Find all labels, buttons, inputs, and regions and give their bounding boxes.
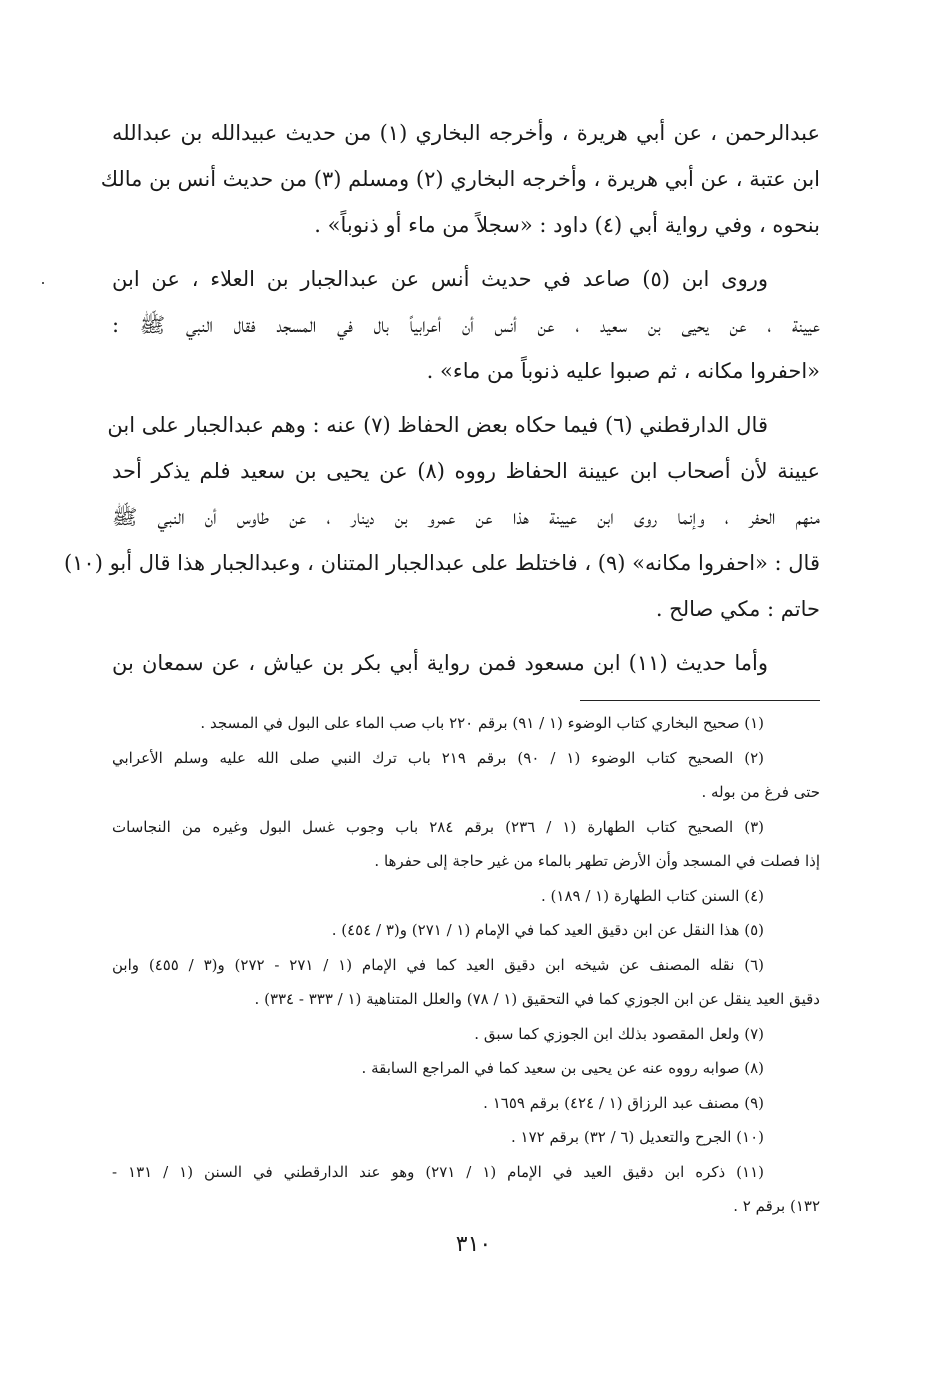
text-line: عبدالرحمن ، عن أبي هريرة ، وأخرجه البخاري (١) من حديث عبيدالله بن عبدالله	[112, 121, 821, 145]
paragraph-1	[100, 110, 821, 248]
footnote-11-cont: ١٣٢) برقم ٢ .	[733, 1197, 820, 1215]
footnote-3: (٣) الصحيح كتاب الطهارة (١ / ٢٣٦) برقم ٢٨٤ باب وجوب غسل البول وغيره من النجاسات	[112, 817, 765, 836]
paragraph-4	[112, 640, 820, 686]
footnote-10: (١٠) الجرح والتعديل (٦ / ٣٢) برقم ١٧٢ .	[510, 1128, 764, 1146]
footnote-4: (٤) السنن كتاب الطهارة (١ / ١٨٩) .	[541, 886, 764, 905]
main-text	[63, 110, 821, 686]
text-line: قال الدارقطني (٦) فيما حكاه بعض الحفاظ (٧) عنه : وهم عبدالجبار على ابن	[107, 413, 768, 437]
footnote-separator	[580, 700, 820, 701]
text-line: عيينة لأن أصحاب ابن عيينة الحفاظ رووه (٨) عن يحيى بن سعيد فلم يذكر أحد	[112, 459, 820, 483]
footnote-2: (٢) الصحيح كتاب الوضوء (١ / ٩٠) برقم ٢١٩ باب ترك النبي صلى الله عليه وسلم الأعرابي	[112, 748, 765, 767]
footnote-2-cont: حتى فرغ من بوله .	[701, 783, 820, 801]
text-line: منهم الحفر ، وإنما روى ابن عيينة هذا عن عمرو بن دينار ، عن طاوس أن النبي ﷺ	[112, 505, 820, 529]
footnotes	[112, 706, 820, 1224]
text-line: ابن عتبة ، عن أبي هريرة ، وأخرجه البخاري (٢) ومسلم (٣) من حديث أنس بن مالك	[100, 167, 820, 191]
paragraph-2	[112, 256, 820, 394]
paragraph-3	[63, 402, 820, 632]
page-number: ٣١٠	[455, 1232, 492, 1257]
text-line: «احفروا مكانه ، ثم صبوا عليه ذنوباً من ماء» .	[426, 359, 820, 383]
footnote-11: (١١) ذكره ابن دقيق العيد في الإمام (١ / ٢٧١) وهو عند الدارقطني في السنن (١ / ١٣١ -	[112, 1162, 764, 1181]
footnote-6: (٦) نقله المصنف عن شيخه ابن دقيق العيد كما في الإمام (١ / ٢٧١ - ٢٧٢) و(٣ / ٤٥٥) وابن	[112, 955, 765, 974]
margin-speck	[42, 282, 44, 284]
text-line: قال : «احفروا مكانه» (٩) ، فاختلط على عبدالجبار المتنان ، وعبدالجبار هذا قال أبو (١٠)	[63, 551, 820, 575]
footnote-9: (٩) مصنف عبد الرزاق (١ / ٤٢٤) برقم ١٦٥٩ .	[483, 1093, 764, 1112]
text-line: وأما حديث (١١) ابن مسعود فمن رواية أبي بكر بن عياش ، عن سمعان بن	[112, 651, 768, 675]
footnote-5: (٥) هذا النقل عن ابن دقيق العيد كما في الإمام (١ / ٢٧١) و(٣ / ٤٥٤) .	[331, 921, 764, 939]
text-line: عيينة ، عن يحيى بن سعيد ، عن أنس أن أعرابياً بال في المسجد فقال النبي ﷺ :	[112, 313, 820, 337]
footnote-8: (٨) صوابه رووه عنه عن يحيى بن سعيد كما في المراجع السابقة .	[361, 1059, 764, 1077]
footnote-3-cont: إذا فصلت في المسجد وأن الأرض تطهر بالماء من غير حاجة إلى حفرها .	[374, 852, 820, 870]
footnote-1: (١) صحيح البخاري كتاب الوضوء (١ / ٩١) برقم ٢٢٠ باب صب الماء على البول في المسجد .	[200, 714, 764, 732]
footnote-6-cont: دقيق العيد ينقل عن ابن الجوزي كما في التحقيق (١ / ٧٨) والعلل المتناهية (١ / ٣٣٣ - ٣٣٤) .	[254, 990, 820, 1008]
text-line: حاتم : مكي صالح .	[655, 597, 820, 621]
text-line: بنحوه ، وفي رواية أبي (٤) داود : «سجلاً من ماء أو ذنوباً» .	[314, 213, 820, 237]
text-line: وروى ابن (٥) صاعد في حديث أنس عن عبدالجبار بن العلاء ، عن ابن	[112, 267, 768, 291]
footnote-7: (٧) ولعل المقصود بذلك ابن الجوزي كما سبق .	[474, 1024, 764, 1043]
